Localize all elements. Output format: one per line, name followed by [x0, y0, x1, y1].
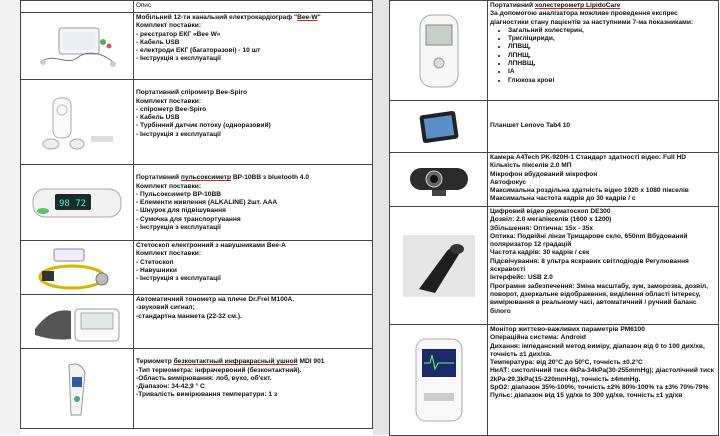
table-row: Автоматичний тонометр на плече Dr.Frei M100A. -звуковий сигнал; -стандартна манжета (22-32 см.).	[21, 295, 373, 349]
dermatoscope-image	[390, 207, 488, 325]
table-row: Портативний холестерометр LipidoCare За допомогою аналізатора можливе проведення експрес діагностики стану пацієнтів за наступними 7-ма показниками: • Загальний холестерин, • Тригліцириди, • ЛПВЩ, • ЛПНЩ, • ЛПНВЩ, • ІА • Глюкоза крові	[390, 1, 719, 101]
svg-text:98 72: 98 72	[59, 198, 87, 209]
table-row: Монітор життєво-важливих параметрів PM6100 Операційна система: Android Дихання: імпедансний метод виміру, діапазон від 0 to 100 дих/хв, точність ±1 дих/хв. Температура: від 20°C до 50°C, точність ±0.2°C НиАТ: систолічний тиск 4kPa-34kPa(30-255mmHg); діастолічний тиск 2kPa-29.3kPa(15-220mmHg), точність ±4mmHg. SpO2: діапазон 35%-100%, точність ±2% 80%-100% та ±3% 70%-79% Пульс: діапазон від 15 уд/хв to 300 уд/хв, точність ±1 уд/хв	[390, 325, 719, 436]
table-row: Портативний спірометр Bee-Spiro Комплект поставки: - спірометр Bee-Spiro - Кабель USB - Турбінний датчик потоку (одноразовий) - Інструкція з експлуатації	[21, 80, 373, 165]
table-row: Цифровий відео дерматоскоп DE300 Дозвіл: 2.0 мегапікселів (1600 x 1200) Збільшення: Оптична: 15x - 35x Оптика: Подвійні лінзи Трищарове скло, 650nm Вбудований поляризатор 12 градацій Частота кадрів: 30 кадрів / сек Підсвічування: 8 ультра яскравих світлодіодів Регулювання яскравості Інтерфейс: USB 2.0 Програмне забезпечення: Зміна масштабу, зум, заморозка, дозвіл, поворот, дзеркальне відображення, виділення області інтересу, вимірювання в реальному часі, автоматичний / ручний баланс білого	[390, 207, 719, 325]
table-row: Термометр безконтактный инфракрасный ушной MDI 901 -Тип термометра: інфрачервоний (безконтактний). -Область вимірювання: лоб, вухо, об'єкт. -Діапазон: 34-42,9 ° C -Тривалість вимірювання температури: 1 з	[21, 349, 373, 429]
indicator-list: • Загальний холестерин, • Тригліцириди, • ЛПВЩ, • ЛПНЩ, • ЛПНВЩ, • ІА • Глюкоза крові	[490, 27, 716, 85]
right-page	[389, 0, 719, 435]
left-page	[20, 0, 373, 435]
page-gutter	[373, 0, 389, 435]
table-row: Планшет Lenovo Tab4 10	[390, 101, 719, 153]
table-row: Стетоскоп електронний з навушниками Bee-A Комплект поставки: - Стетоскоп - Навушники - Інструкція з експлуатації	[21, 241, 373, 295]
thermometer-image	[21, 349, 134, 429]
pulse-oximeter-image	[21, 165, 134, 241]
table-row: Мобільний 12-ти канальний електрокардіограф "Bee-W" Комплект поставки: - реєстратор ЕКГ «Bee W» - Кабель USB - електроди ЕКГ (багаторазові) - 10 шт - Інструкція з експлуатації	[21, 13, 373, 80]
description-header: Опис	[134, 1, 373, 13]
table-row: Камера A4Tech PK-920H-1 Стандарт здатності відео: Full HD Кількість пікселів 2.0 МП Мікрофон вбудований мікрофон Автофокус Максимальна роздільна здатність відео 1920 x 1080 пікселів Максимальна частота кадрів до 30 кадрів / с	[390, 153, 719, 207]
stethoscope-image	[21, 241, 134, 295]
right-product-table	[389, 0, 719, 436]
webcam-image	[390, 153, 488, 207]
left-product-table	[20, 0, 373, 429]
tablet-image	[390, 101, 488, 153]
cholesterol-meter-image	[390, 1, 488, 101]
viewer-margin	[0, 0, 20, 435]
patient-monitor-image	[390, 325, 488, 436]
ecg-device-image	[21, 13, 134, 80]
tonometer-image	[21, 295, 134, 349]
spirometer-image	[21, 80, 134, 165]
table-row: 98 72 Портативний пульсоксиметр BP-10BB з bluetooth 4.0 Комплект поставки: - Пульсоксиметр BP-10BB - Елементи живлення (ALKALINE) 2шт. AAA - Шнурок для підвішування - Сумочка для транспортування - Інструкція з експлуатації	[21, 165, 373, 241]
